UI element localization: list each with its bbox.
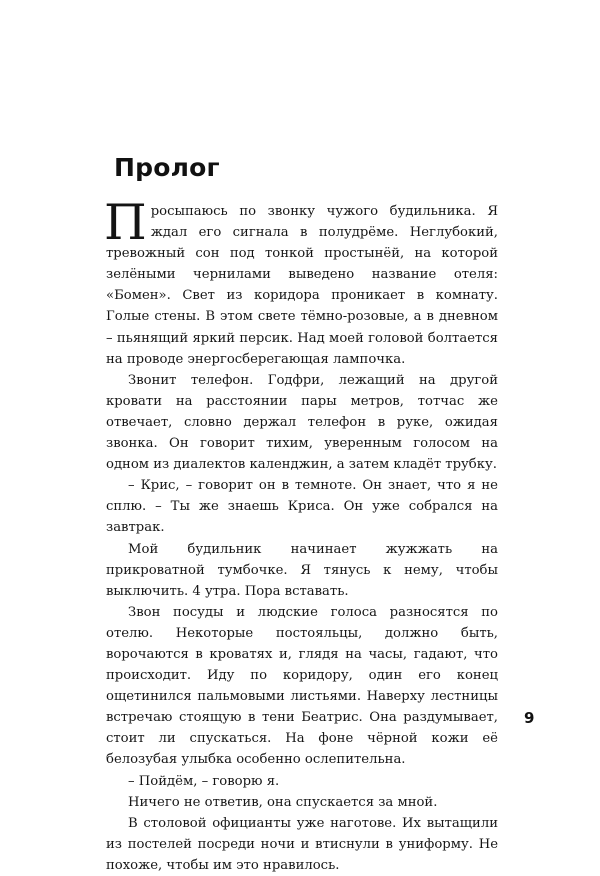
paragraph-1 — [104, 194, 498, 370]
paragraph-1-text: росыпаюсь по звонку чужого будильника. Я ждал его сигнала в полудрёме. Неглубокий, тревожный сон под тонкой простынёй, на которой зелёными чернилами выведено название отеля: «Бомен». Свет из коридора проникает в комнату. Голые стены. В этом свете тёмно-розовые, а в дневном – пьянящий яркий персик. Над моей головой болтается на проводе энергосберегающая лампочка. — [106, 204, 498, 367]
paragraph-3: – Крис, – говорит он в темноте. Он знает, что я не сплю. – Ты же знаешь Криса. Он уже собрался на завтрак. — [106, 478, 498, 536]
chapter-title: Пролог — [114, 153, 220, 182]
paragraph-4: Мой будильник начинает жужжать на прикроватной тумбочке. Я тянусь к нему, чтобы выключить. 4 утра. Пора вставать. — [106, 541, 498, 599]
paragraph-6: – Пойдём, – говорю я. — [128, 773, 280, 789]
chapter-body — [104, 194, 498, 876]
page-number: 9 — [524, 709, 535, 727]
paragraph-5: Звон посуды и людские голоса разносятся по отелю. Некоторые постояльцы, должно быть, ворочаются в кроватях и, глядя на часы, гадают, что происходит. Иду по коридору, один его конец ощетинился пальмовыми листьями. Наверху лестницы встречаю стоящую в тени Беатрис. Она раздумывает, стоит ли спускаться. На фоне чёрной кожи её белозубая улыбка особенно ослепительна. — [106, 604, 498, 768]
drop-cap: П — [104, 194, 147, 251]
paragraph-8: В столовой официанты уже наготове. Их вытащили из постелей посреди ночи и втиснули в униформу. Не похоже, чтобы им это нравилось. — [106, 815, 498, 873]
paragraph-7: Ничего не ответив, она спускается за мной. — [128, 794, 438, 810]
paragraph-2: Звонит телефон. Годфри, лежащий на другой кровати на расстоянии пары метров, тотчас же отвечает, словно держал телефон в руке, ожидая звонка. Он говорит тихим, уверенным голосом на одном из диалектов календжин, а затем кладёт трубку. — [106, 372, 498, 473]
